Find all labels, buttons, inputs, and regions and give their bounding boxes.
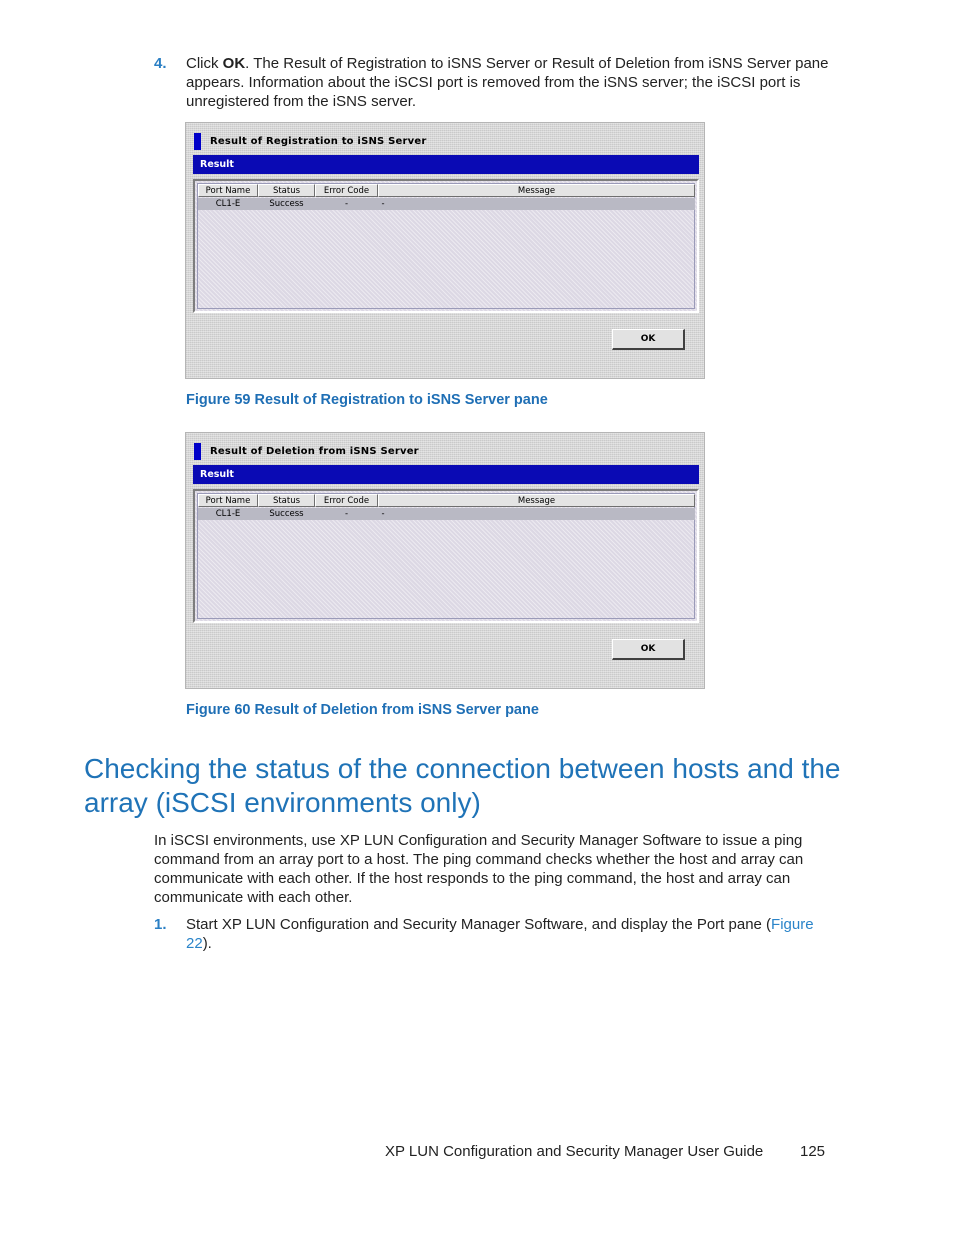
- table-cell: CL1-E: [215, 199, 241, 209]
- table-cell: -: [381, 509, 385, 519]
- pane-title: [194, 442, 419, 460]
- title-marker: [194, 443, 201, 460]
- step-text-body: Start XP LUN Configuration and Security Manager Software, and display the Port pane (: [186, 916, 772, 933]
- deletion-result-pane: [185, 432, 705, 689]
- column-header[interactable]: Status: [258, 494, 315, 507]
- intro-paragraph: In iSCSI environments, use XP LUN Configuration and Security Manager Software to issue a ping command from an array port to a host. The ping command checks whether the host and array can communicate with each other. If the host responds to the ping command, the host and array can communicate with each other.: [154, 832, 804, 906]
- footer-guide-title: XP LUN Configuration and Security Manager User Guide: [385, 1143, 764, 1160]
- step-text-prefix: Click: [186, 55, 223, 72]
- figure-caption: Figure 59 Result of Registration to iSNS Server pane: [186, 392, 548, 408]
- column-header[interactable]: Message: [378, 184, 695, 197]
- table-header: [198, 184, 695, 197]
- figure-link[interactable]: Figure 22: [186, 916, 814, 952]
- table-cell: CL1-E: [215, 509, 241, 519]
- result-table: [193, 179, 699, 313]
- ok-emphasis: OK: [222, 55, 246, 72]
- table-cell: Success: [269, 199, 304, 209]
- table-row[interactable]: [198, 508, 695, 520]
- ok-button[interactable]: OK: [612, 639, 685, 660]
- figure-caption: Figure 60 Result of Deletion from iSNS Server pane: [186, 702, 539, 718]
- ok-button[interactable]: OK: [612, 329, 685, 350]
- table-cell: -: [344, 199, 349, 209]
- title-marker: [194, 133, 201, 150]
- step-text-body: . The Result of Registration to iSNS Server or Result of Deletion from iSNS Server pane appears. Information about the iSCSI port is removed from the iSNS server; the iSCSI port is unregistered from the iSNS server.: [186, 55, 829, 110]
- table-row[interactable]: [198, 198, 695, 210]
- result-bar: Result: [193, 155, 699, 174]
- step-number: 4.: [154, 55, 167, 72]
- result-table: [193, 489, 699, 623]
- pane-title-text: Result of Registration to iSNS Server: [210, 135, 427, 147]
- step-number: 1.: [154, 916, 167, 933]
- column-header[interactable]: Error Code: [315, 494, 378, 507]
- registration-result-pane: [185, 122, 705, 379]
- table-cell: Success: [269, 509, 304, 519]
- column-header[interactable]: Port Name: [198, 184, 258, 197]
- step-4-text: [186, 54, 836, 111]
- page-number: 125: [800, 1143, 826, 1160]
- column-header[interactable]: Error Code: [315, 184, 378, 197]
- table-header: [198, 494, 695, 507]
- pane-title: [194, 132, 426, 150]
- step-text-end: ).: [202, 935, 212, 952]
- table-cell: -: [344, 509, 349, 519]
- result-bar: Result: [193, 465, 699, 484]
- table-cell: -: [381, 199, 385, 209]
- section-heading: Checking the status of the connection between hosts and the array (iSCSI environments only): [84, 753, 841, 818]
- column-header[interactable]: Message: [378, 494, 695, 507]
- column-header[interactable]: Port Name: [198, 494, 258, 507]
- pane-title-text: Result of Deletion from iSNS Server: [210, 445, 419, 457]
- step-1-text: [186, 915, 826, 953]
- column-header[interactable]: Status: [258, 184, 315, 197]
